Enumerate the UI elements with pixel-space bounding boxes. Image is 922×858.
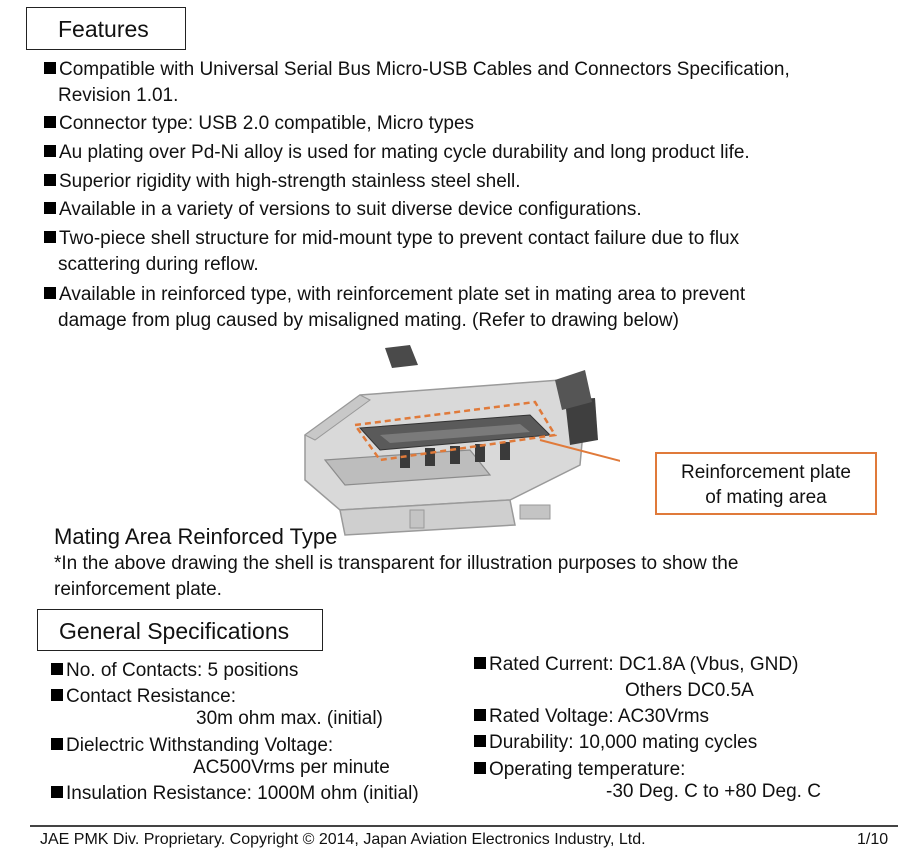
feature-item-5: Available in a variety of versions to suit diverse device configurations. bbox=[44, 197, 642, 223]
spec-dielectric: Dielectric Withstanding Voltage: bbox=[51, 734, 333, 758]
spec-durability: Durability: 10,000 mating cycles bbox=[474, 731, 757, 755]
spec-contact-resistance-value: 30m ohm max. (initial) bbox=[196, 708, 383, 729]
bullet-icon bbox=[474, 709, 486, 721]
spec-operating-temp-value: -30 Deg. C to +80 Deg. C bbox=[606, 781, 821, 802]
bullet-icon bbox=[44, 174, 56, 186]
spec-operating-temp: Operating temperature: bbox=[474, 758, 685, 782]
spec-rated-voltage: Rated Voltage: AC30Vrms bbox=[474, 705, 709, 729]
footer-divider bbox=[30, 825, 898, 827]
bullet-icon bbox=[51, 663, 63, 675]
bullet-icon bbox=[44, 116, 56, 128]
spec-contacts: No. of Contacts: 5 positions bbox=[51, 659, 298, 683]
bullet-icon bbox=[44, 202, 56, 214]
figure-note: *In the above drawing the shell is transparent for illustration purposes to show the reinforcement plate. bbox=[54, 553, 739, 600]
connector-drawing bbox=[300, 340, 620, 540]
spec-dielectric-value: AC500Vrms per minute bbox=[193, 757, 390, 778]
reinforcement-callout: Reinforcement plate of mating area bbox=[655, 452, 877, 515]
bullet-icon bbox=[474, 762, 486, 774]
page-number: 1/10 bbox=[857, 831, 889, 848]
features-title: Features bbox=[26, 7, 186, 50]
bullet-icon bbox=[51, 689, 63, 701]
bullet-icon bbox=[474, 657, 486, 669]
feature-item-7: Available in reinforced type, with reinforcement plate set in mating area to prevent damage from plug caused by misaligned mating. (Refer to drawing below) bbox=[44, 282, 745, 333]
figure-caption: Mating Area Reinforced Type bbox=[54, 524, 338, 549]
footer-copyright: JAE PMK Div. Proprietary. Copyright © 2014, Japan Aviation Electronics Industry, Ltd. bbox=[40, 831, 646, 848]
feature-item-6: Two-piece shell structure for mid-mount type to prevent contact failure due to flux scattering during reflow. bbox=[44, 226, 739, 277]
feature-item-3: Au plating over Pd-Ni alloy is used for mating cycle durability and long product life. bbox=[44, 140, 750, 166]
bullet-icon bbox=[474, 735, 486, 747]
bullet-icon bbox=[51, 786, 63, 798]
bullet-icon bbox=[44, 231, 56, 243]
spec-insulation: Insulation Resistance: 1000M ohm (initial) bbox=[51, 782, 419, 806]
feature-item-2: Connector type: USB 2.0 compatible, Micro types bbox=[44, 111, 474, 137]
shell-body bbox=[305, 380, 585, 510]
feature-item-4: Superior rigidity with high-strength stainless steel shell. bbox=[44, 169, 521, 195]
bullet-icon bbox=[44, 62, 56, 74]
spec-rated-current: Rated Current: DC1.8A (Vbus, GND) bbox=[474, 653, 798, 677]
bullet-icon bbox=[44, 145, 56, 157]
spec-contact-resistance: Contact Resistance: bbox=[51, 685, 236, 709]
spec-rated-current-others: Others DC0.5A bbox=[625, 680, 754, 701]
bullet-icon bbox=[44, 287, 56, 299]
feature-item-1: Compatible with Universal Serial Bus Micro-USB Cables and Connectors Specification, Revision 1.01. bbox=[44, 57, 790, 108]
bullet-icon bbox=[51, 738, 63, 750]
specs-title: General Specifications bbox=[37, 609, 323, 651]
